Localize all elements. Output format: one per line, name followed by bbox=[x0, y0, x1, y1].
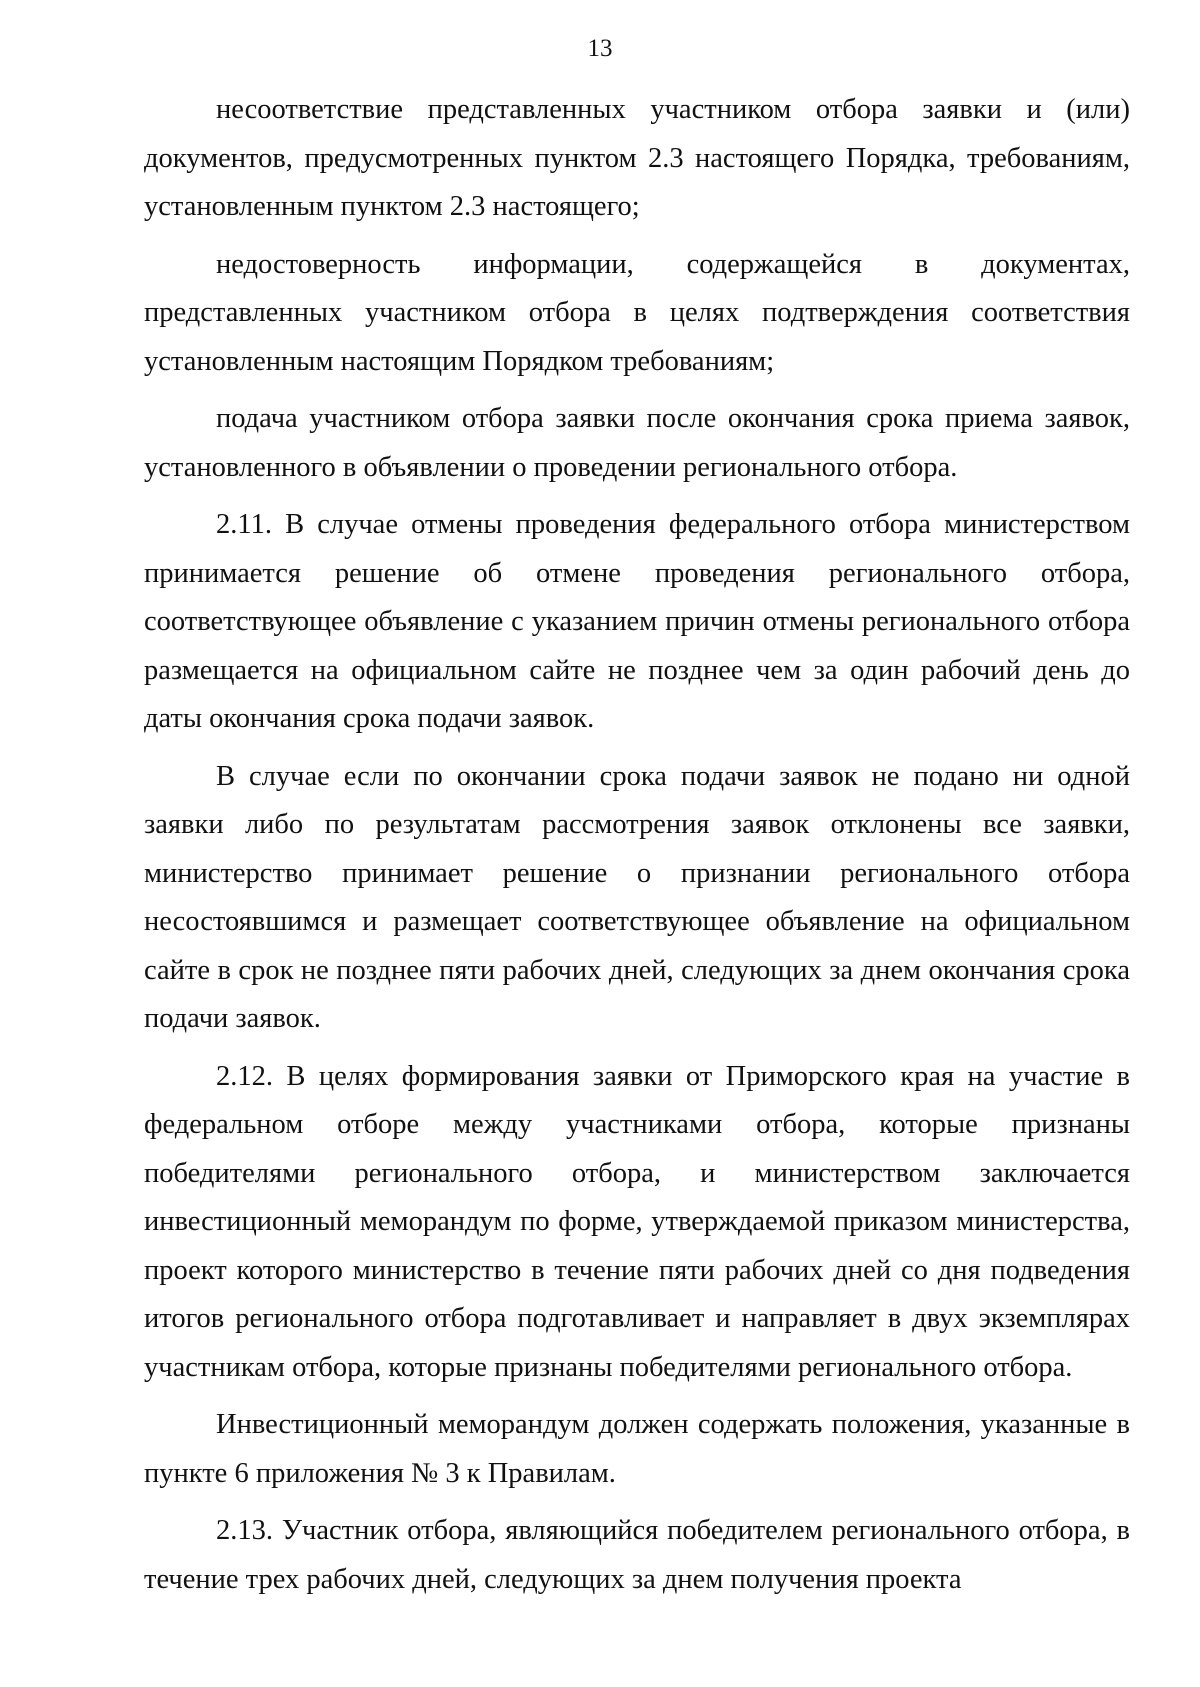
paragraph-unreliable-info: недостоверность информации, содержащейся в документах, представленных участником отбора в целях подтверждения соответствия установленным настоящим Порядком требованиям; bbox=[144, 248, 1130, 377]
document-body bbox=[144, 86, 1130, 1613]
paragraph-failed-selection: В случае если по окончании срока подачи заявок не подано ни одной заявки либо по результатам рассмотрения заявок отклонены все заявки, министерство принимает решение о признании регионального отбора несостоявшимся и размещает соответствующее объявление на официальном сайте в срок не позднее пяти рабочих дней, следующих за днем окончания срока подачи заявок. bbox=[144, 760, 1130, 1034]
paragraph-2-11: 2.11. В случае отмены проведения федерального отбора министерством принимается решение об отмене проведения регионального отбора, соответствующее объявление с указанием причин отмены регионального отбора размещается на официальном сайте не позднее чем за один рабочий день до даты окончания срока подачи заявок. bbox=[144, 509, 1130, 734]
paragraph-late-submission: подача участником отбора заявки после окончания срока приема заявок, установленного в объявлении о проведении регионального отбора. bbox=[144, 403, 1130, 483]
paragraph-2-12: 2.12. В целях формирования заявки от Приморского края на участие в федеральном отборе между участниками отбора, которые признаны победителями регионального отбора, и министерством заключается инвестиционный меморандум по форме, утверждаемой приказом министерства, проект которого министерство в течение пяти рабочих дней со дня подведения итогов регионального отбора подготавливает и направляет в двух экземплярах участникам отбора, которые признаны победителями регионального отбора. bbox=[144, 1060, 1130, 1383]
paragraph-nonconformity: несоответствие представленных участником отбора заявки и (или) документов, предусмотренных пунктом 2.3 настоящего Порядка, требованиям, установленным пунктом 2.3 настоящего; bbox=[144, 94, 1130, 222]
paragraph-memorandum: Инвестиционный меморандум должен содержать положения, указанные в пункте 6 приложения № 3 к Правилам. bbox=[144, 1409, 1130, 1489]
page-number: 13 bbox=[587, 35, 613, 62]
paragraph-2-13: 2.13. Участник отбора, являющийся победителем регионального отбора, в течение трех рабочих дней, следующих за днем получения проекта bbox=[144, 1515, 1130, 1595]
